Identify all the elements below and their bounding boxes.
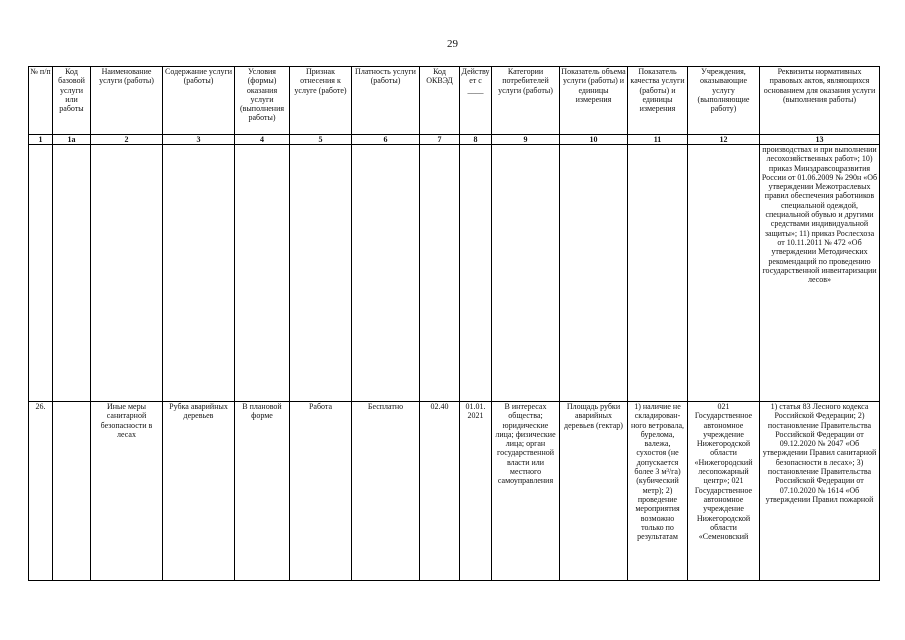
valid-from-cell: 01.01. 2021 — [460, 402, 492, 581]
okved-cell: 02.40 — [420, 402, 460, 581]
service-content-cell: Рубка аварийных деревьев — [163, 402, 235, 581]
header-cell: Платность услуги (работы) — [352, 67, 420, 135]
header-cell: Условия (формы) оказания услуги (выполнения работы) — [235, 67, 290, 135]
header-cell: Код ОКВЭД — [420, 67, 460, 135]
column-number: 6 — [352, 135, 420, 145]
column-number: 9 — [492, 135, 560, 145]
consumers-cell: В интересах общества; юридические лица; физические лица; орган государственной власти или местного самоуправления — [492, 402, 560, 581]
base-code-cell — [53, 402, 91, 581]
header-cell: Наименование услуги (работы) — [91, 67, 163, 135]
volume-indicator-cell: Площадь рубки аварийных деревьев (гектар) — [560, 402, 628, 581]
column-number: 1 — [29, 135, 53, 145]
column-number: 2 — [91, 135, 163, 145]
payment-cell: Бесплатно — [352, 402, 420, 581]
column-number: 7 — [420, 135, 460, 145]
column-number: 13 — [760, 135, 880, 145]
column-number: 3 — [163, 135, 235, 145]
legal-acts-continuation: производствах и при выполнении лесохозяйственных работ»; 10) приказ Минздравсоцразвития России от 01.06.2009 № 290н «Об утверждении Межотраслевых правил обеспечения работников специальной одеждой, специальной обувью и другими средствами индивидуальной защиты»; 11) приказ Рослесхоза от 10.11.2011 № 472 «Об утверждении Методических рекомендаций по проведению государственной инвентаризации лесов» — [760, 145, 880, 402]
conditions-cell: В плановой форме — [235, 402, 290, 581]
attribute-cell: Работа — [290, 402, 352, 581]
header-cell: Содержание услуги (работы) — [163, 67, 235, 135]
header-cell: № п/п — [29, 67, 53, 135]
header-cell: Реквизиты нормативных правовых актов, являющихся основанием для оказания услуги (выполнения работы) — [760, 67, 880, 135]
header-cell: Категории потребителей услуги (работы) — [492, 67, 560, 135]
header-cell: Показатель качества услуги (работы) и единицы измерения — [628, 67, 688, 135]
column-number: 12 — [688, 135, 760, 145]
service-name-cell: Иные меры санитарной безопасности в лесах — [91, 402, 163, 581]
header-cell: Показатель объема услуги (работы) и единицы измерения — [560, 67, 628, 135]
page-number: 29 — [447, 38, 458, 50]
column-number: 4 — [235, 135, 290, 145]
column-number-row — [29, 135, 880, 145]
header-cell: Учреждения, оказывающие услугу (выполняющие работу) — [688, 67, 760, 135]
services-table — [28, 66, 880, 581]
header-row — [29, 67, 880, 135]
header-cell: Действует с ____ — [460, 67, 492, 135]
continuation-row — [29, 145, 880, 402]
legal-acts-cell: 1) статья 83 Лесного кодекса Российской Федерации; 2) постановление Правительства Российской Федерации от 09.12.2020 № 2047 «Об утверждении Правил санитарной безопасности в лесах»; 3) постановление Правительства Российской Федерации от 07.10.2020 № 1614 «Об утверждении Правил пожарной — [760, 402, 880, 581]
header-cell: Код базовой услуги или работы — [53, 67, 91, 135]
header-cell: Признак отнесения к услуге (работе) — [290, 67, 352, 135]
institutions-cell: 021 Государственное автономное учреждение Нижегородской области «Нижегородский лесопожарный центр»; 021 Государственное автономное учреждение Нижегородской области «Семеновский — [688, 402, 760, 581]
column-number: 5 — [290, 135, 352, 145]
column-number: 8 — [460, 135, 492, 145]
column-number: 10 — [560, 135, 628, 145]
table-row — [29, 402, 880, 581]
column-number: 1а — [53, 135, 91, 145]
quality-indicator-cell: 1) наличие не складирован-ного ветровала, бурелома, валежа, сухостоя (не допускается более 3 м³/га) (кубический метр); 2) проведение мероприятия возможно только по результатам — [628, 402, 688, 581]
row-number: 26. — [29, 402, 53, 581]
column-number: 11 — [628, 135, 688, 145]
